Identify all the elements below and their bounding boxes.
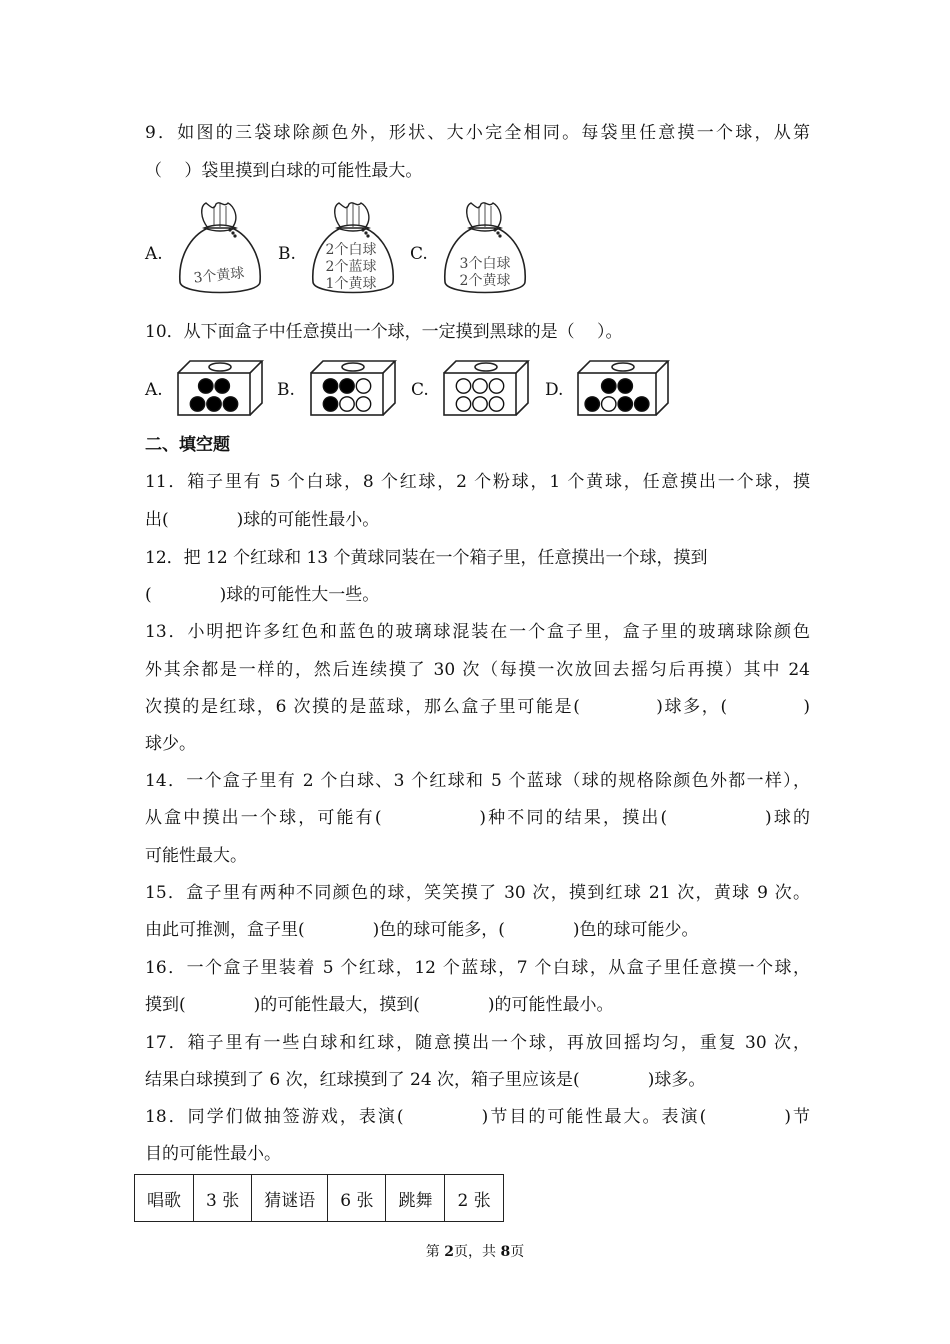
table-row xyxy=(135,1175,504,1222)
footer-page-number: 2 xyxy=(444,1244,454,1260)
q11-line2: 出( )球的可能性最小。 xyxy=(145,510,380,530)
q9-line1: 9．如图的三袋球除颜色外，形状、大小完全相同。每袋里任意摸一个球，从第 xyxy=(145,123,810,143)
q12-line2: ( )球的可能性大一些。 xyxy=(145,585,380,605)
q16-line1: 16．一个盒子里装着 5 个红球，12 个蓝球，7 个白球，从盒子里任意摸一个球， xyxy=(145,958,810,978)
q14-line2: 从盒中摸出一个球，可能有( )种不同的结果，摸出( )球的 xyxy=(145,808,810,828)
q10-line1: 10．从下面盒子中任意摸出一个球，一定摸到黑球的是（ ）。 xyxy=(145,322,623,342)
black-ball xyxy=(340,379,354,393)
white-ball xyxy=(456,379,470,393)
black-ball xyxy=(223,397,237,411)
q10-option-c-label: C. xyxy=(411,380,429,400)
q9-bag-c-icon xyxy=(435,198,535,302)
table-cell: 唱歌 xyxy=(135,1175,194,1222)
q18-line2: 目的可能性最小。 xyxy=(145,1144,281,1164)
box-side-face xyxy=(250,361,262,415)
q17-line1: 17．箱子里有一些白球和红球，随意摸出一个球，再放回摇均匀，重复 30 次， xyxy=(145,1033,810,1053)
white-ball xyxy=(356,379,370,393)
table-cell: 跳舞 xyxy=(386,1175,445,1222)
q13-line4: 球少。 xyxy=(145,734,196,754)
black-ball xyxy=(585,397,599,411)
footer-prefix: 第 xyxy=(425,1244,445,1260)
box-side-face xyxy=(516,361,528,415)
box-side-face xyxy=(656,361,668,415)
white-ball xyxy=(456,397,470,411)
footer-total-pages: 8 xyxy=(500,1244,511,1260)
q9-bag-a-text-1: 3个黄球 xyxy=(192,265,246,287)
q10-box-d xyxy=(576,359,670,419)
box-side-face xyxy=(383,361,395,415)
black-ball xyxy=(199,379,213,393)
black-ball xyxy=(323,397,337,411)
q16-line2: 摸到( )的可能性最大，摸到( )的可能性最小。 xyxy=(145,995,614,1015)
white-ball xyxy=(489,379,503,393)
black-ball xyxy=(207,397,221,411)
box-opening xyxy=(342,363,364,371)
black-ball xyxy=(323,379,337,393)
q10-option-d-label: D. xyxy=(545,380,564,400)
q9-option-a-label: A. xyxy=(145,244,163,264)
black-ball xyxy=(635,397,649,411)
q10-option-a-label: A. xyxy=(145,380,163,400)
box-opening xyxy=(209,363,231,371)
q9-line2: （ ）袋里摸到白球的可能性最大。 xyxy=(145,161,423,181)
q10-option-b-label: B. xyxy=(277,380,295,400)
white-ball xyxy=(356,397,370,411)
box-opening xyxy=(612,363,634,371)
q9-bag-c-text-1: 3个白球 xyxy=(459,256,511,272)
q13-line3: 次摸的是红球，6 次摸的是蓝球，那么盒子里可能是( )球多，( ) xyxy=(145,697,810,717)
white-ball xyxy=(602,397,616,411)
black-ball xyxy=(190,397,204,411)
q15-line1: 15．盒子里有两种不同颜色的球，笑笑摸了 30 次，摸到红球 21 次，黄球 9 次。 xyxy=(145,883,810,903)
q9-option-b-label: B. xyxy=(278,244,296,264)
footer-middle: 页，共 xyxy=(454,1244,501,1260)
q18-line1: 18．同学们做抽签游戏，表演( )节目的可能性最大。表演( )节 xyxy=(145,1107,810,1127)
table-cell: 猜谜语 xyxy=(252,1175,328,1222)
q10-box-b xyxy=(309,359,397,419)
q9-bag-b-icon xyxy=(303,198,403,302)
q13-line1: 13．小明把许多红色和蓝色的玻璃球混装在一个盒子里，盒子里的玻璃球除颜色 xyxy=(145,622,810,642)
page-footer xyxy=(0,1241,950,1261)
q15-line2: 由此可推测，盒子里( )色的球可能多，( )色的球可能少。 xyxy=(145,920,699,940)
section-2-title: 二、填空题 xyxy=(145,435,230,455)
table-cell: 3 张 xyxy=(194,1175,252,1222)
table-cell: 2 张 xyxy=(445,1175,503,1222)
black-ball xyxy=(215,379,229,393)
q9-bag-a-icon xyxy=(170,198,270,302)
white-ball xyxy=(489,397,503,411)
q10-box-c xyxy=(442,359,530,419)
q9-bag-b-text-3: 1个黄球 xyxy=(325,276,377,292)
q9-bag-c-text-2: 2个黄球 xyxy=(459,273,511,289)
q13-line2: 外其余都是一样的，然后连续摸了 30 次（每摸一次放回去摇匀后再摸）其中 24 xyxy=(145,660,810,680)
q14-line3: 可能性最大。 xyxy=(145,846,247,866)
black-ball xyxy=(618,397,632,411)
q10-box-a xyxy=(176,359,264,419)
q18-lottery-table xyxy=(134,1174,504,1222)
q17-line2: 结果白球摸到了 6 次，红球摸到了 24 次，箱子里应该是( )球多。 xyxy=(145,1070,706,1090)
q11-line1: 11．箱子里有 5 个白球，8 个红球，2 个粉球，1 个黄球，任意摸出一个球，摸 xyxy=(145,472,810,492)
q9-option-c-label: C. xyxy=(410,244,428,264)
q12-line1: 12．把 12 个红球和 13 个黄球同装在一个箱子里，任意摸出一个球，摸到 xyxy=(145,548,708,568)
white-ball xyxy=(473,397,487,411)
black-ball xyxy=(618,379,632,393)
q9-bag-b-text-1: 2个白球 xyxy=(325,242,377,258)
q14-line1: 14．一个盒子里有 2 个白球、3 个红球和 5 个蓝球（球的规格除颜色外都一样）， xyxy=(145,771,810,791)
table-cell: 6 张 xyxy=(328,1175,386,1222)
footer-suffix: 页 xyxy=(510,1244,525,1260)
black-ball xyxy=(602,379,616,393)
white-ball xyxy=(473,379,487,393)
q9-bag-b-text-2: 2个蓝球 xyxy=(325,259,377,275)
white-ball xyxy=(340,397,354,411)
box-opening xyxy=(475,363,497,371)
